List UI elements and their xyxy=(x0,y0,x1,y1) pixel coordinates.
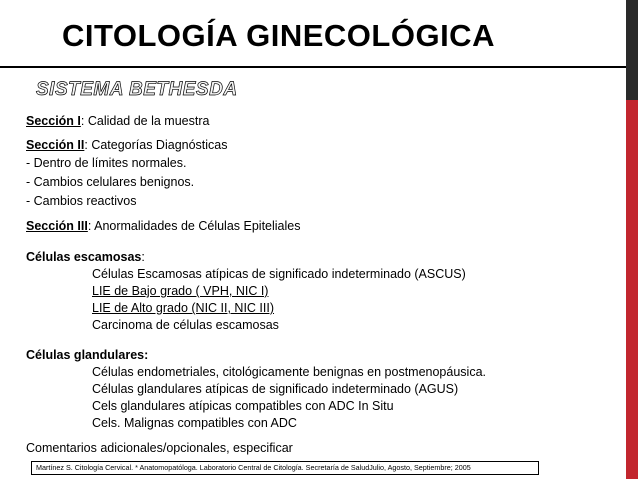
escamosas-heading-sep: : xyxy=(141,250,145,264)
escamosas-item: LIE de Alto grado (NIC II, NIC III) xyxy=(92,301,275,315)
section-2-item: - Cambios celulares benignos. xyxy=(26,175,195,189)
section-2-text: Categorías Diagnósticas xyxy=(87,138,228,152)
glandulares-item: Células glandulares atípicas de significado indeterminado (AGUS) xyxy=(92,382,459,396)
escamosas-heading-text: Células escamosas xyxy=(26,250,142,264)
section-1-line xyxy=(26,114,209,129)
section-2-sep: : xyxy=(84,138,88,152)
escamosas-item: Células Escamosas atípicas de significado indeterminado (ASCUS) xyxy=(92,267,466,281)
escamosas-heading xyxy=(26,250,145,265)
section-3-label: Sección III xyxy=(26,219,88,233)
section-2-line xyxy=(26,138,228,153)
glandulares-heading: Células glandulares: xyxy=(26,348,149,362)
glandulares-item: Cels glandulares atípicas compatibles con ADC In Situ xyxy=(92,399,394,413)
escamosas-item: Carcinoma de células escamosas xyxy=(92,318,279,332)
section-1-label: Sección I xyxy=(26,114,81,128)
glandulares-item: Cels. Malignas compatibles con ADC xyxy=(92,416,297,430)
slide-subtitle: SISTEMA BETHESDA xyxy=(36,79,238,100)
section-1-sep: : xyxy=(80,114,85,128)
side-accent-red xyxy=(626,100,638,479)
comments-line: Comentarios adicionales/opcionales, especificar xyxy=(26,441,293,455)
side-accent-bar xyxy=(626,0,638,479)
citation-box: Martínez S. Citología Cervical. * Anatomopatóloga. Laboratorio Central de Citología. Secretaría de SaludJulio, Agosto, Septiembre; 2005 xyxy=(31,461,539,475)
section-3-line xyxy=(26,219,300,234)
escamosas-item: LIE de Bajo grado ( VPH, NIC I) xyxy=(92,284,269,298)
section-3-sep: : xyxy=(87,219,92,233)
section-2-label: Sección II xyxy=(26,138,85,152)
glandulares-item: Células endometriales, citológicamente benignas en postmenopáusica. xyxy=(92,365,486,379)
slide-title: CITOLOGÍA GINECOLÓGICA xyxy=(62,18,495,53)
section-2-item: - Dentro de límites normales. xyxy=(26,156,187,170)
section-3-text: Anormalidades de Células Epiteliales xyxy=(91,219,301,233)
section-1-text: Calidad de la muestra xyxy=(84,114,210,128)
section-2-item: - Cambios reactivos xyxy=(26,194,137,208)
title-divider xyxy=(0,66,626,68)
